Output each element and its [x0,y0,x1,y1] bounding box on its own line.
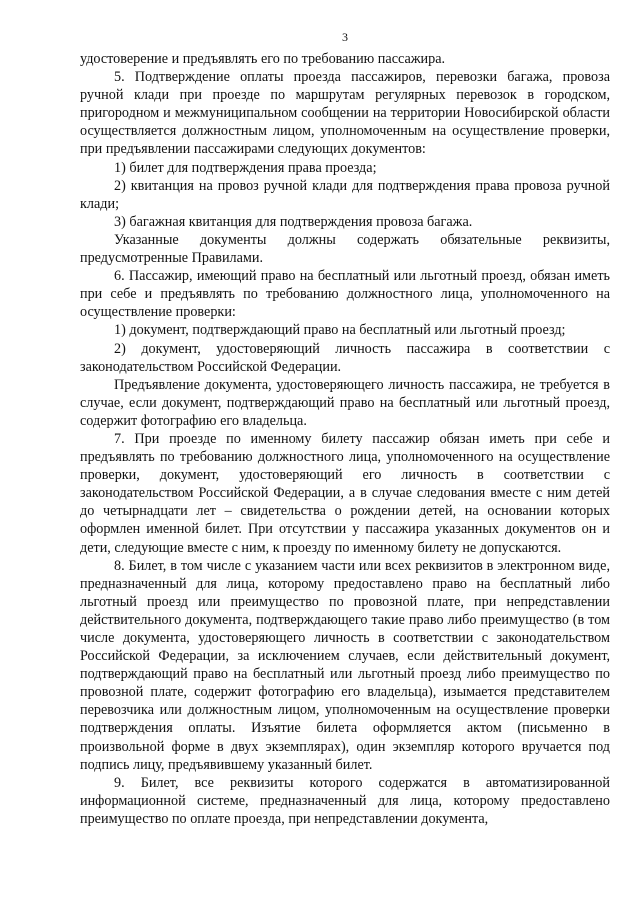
paragraph-clause-5-item-3: 3) багажная квитанция для подтверждения провоза багажа. [114,213,473,230]
paragraph-clause-8: 8. Билет, в том числе с указанием части или всех реквизитов в электронном виде, предназначенный для лица, которому предоставлено право на бесплатный либо льготный проезд или преимущество по провозной плате, при непредставлении действительного документа, подтверждающего такие право либо преимущество (в том числе документа, удостоверяющего личность в соответствии с законодательством Российской Федерации, за исключением случаев, если действительный документ, подтверждающий право на бесплатный или льготный проезд либо преимущество по провозной плате, содержит фотографию его владельца), изымается представителем перевозчика или должностным лицом, уполномоченным на осуществление проверки подтверждения оплаты. Изъятие билета оформляется актом (письменно в произвольной форме в двух экземплярах), один экземпляр которого вручается под подпись лицу, предъявившему указанный билет. [80,557,610,773]
paragraph-clause-6-item-1: 1) документ, подтверждающий право на бесплатный или льготный проезд; [114,322,566,339]
document-body [80,50,610,828]
paragraph-clause-5-note: Указанные документы должны содержать обязательные реквизиты, предусмотренные Правилами. [80,231,610,267]
page-number: 3 [342,30,348,44]
paragraph-continuation: удостоверение и предъявлять его по требованию пассажира. [80,51,446,67]
paragraph-clause-6-item-2: 2) документ, удостоверяющий личность пассажира в соответствии с законодательством Российской Федерации. [80,340,610,375]
paragraph-clause-7: 7. При проезде по именному билету пассажир обязан иметь при себе и предъявлять по требованию должностного лица, уполномоченного на осуществление проверки, документ, удостоверяющий его личность в соответствии с законодательством Российской Федерации, а в случае следования вместе с ним детей до четырнадцати лет – свидетельства о рождении детей, на основании которых оформлен именной билет. При отсутствии у пассажира указанных документов он и дети, следующие вместе с ним, к проезду по именному билету не допускаются. [80,430,610,556]
paragraph-clause-5-item-2: 2) квитанция на провоз ручной клади для подтверждения права провоза ручной клади; [80,177,610,212]
paragraph-clause-6: 6. Пассажир, имеющий право на бесплатный или льготный проезд, обязан иметь при себе и предъявлять по требованию должностного лица, уполномоченного на осуществление проверки: [80,268,610,321]
paragraph-clause-5-item-1: 1) билет для подтверждения права проезда; [114,159,377,176]
document-page [80,30,610,828]
paragraph-clause-9: 9. Билет, все реквизиты которого содержатся в автоматизированной информационной системе, предназначенный для лица, которому предоставлено преимущество по оплате проезда, при непредставлении документа, [80,774,610,827]
paragraph-clause-6-note: Предъявление документа, удостоверяющего личность пассажира, не требуется в случае, если документ, подтверждающий право на бесплатный или льготный проезд, содержит фотографию его владельца. [80,376,610,429]
paragraph-clause-5: 5. Подтверждение оплаты проезда пассажиров, перевозки багажа, провоза ручной клади при проезде по маршрутам регулярных перевозок в городском, пригородном и межмуниципальном сообщении на территории Новосибирской области осуществляется должностным лицом, уполномоченным на осуществление проверки, при предъявлении пассажирами следующих документов: [80,69,610,158]
